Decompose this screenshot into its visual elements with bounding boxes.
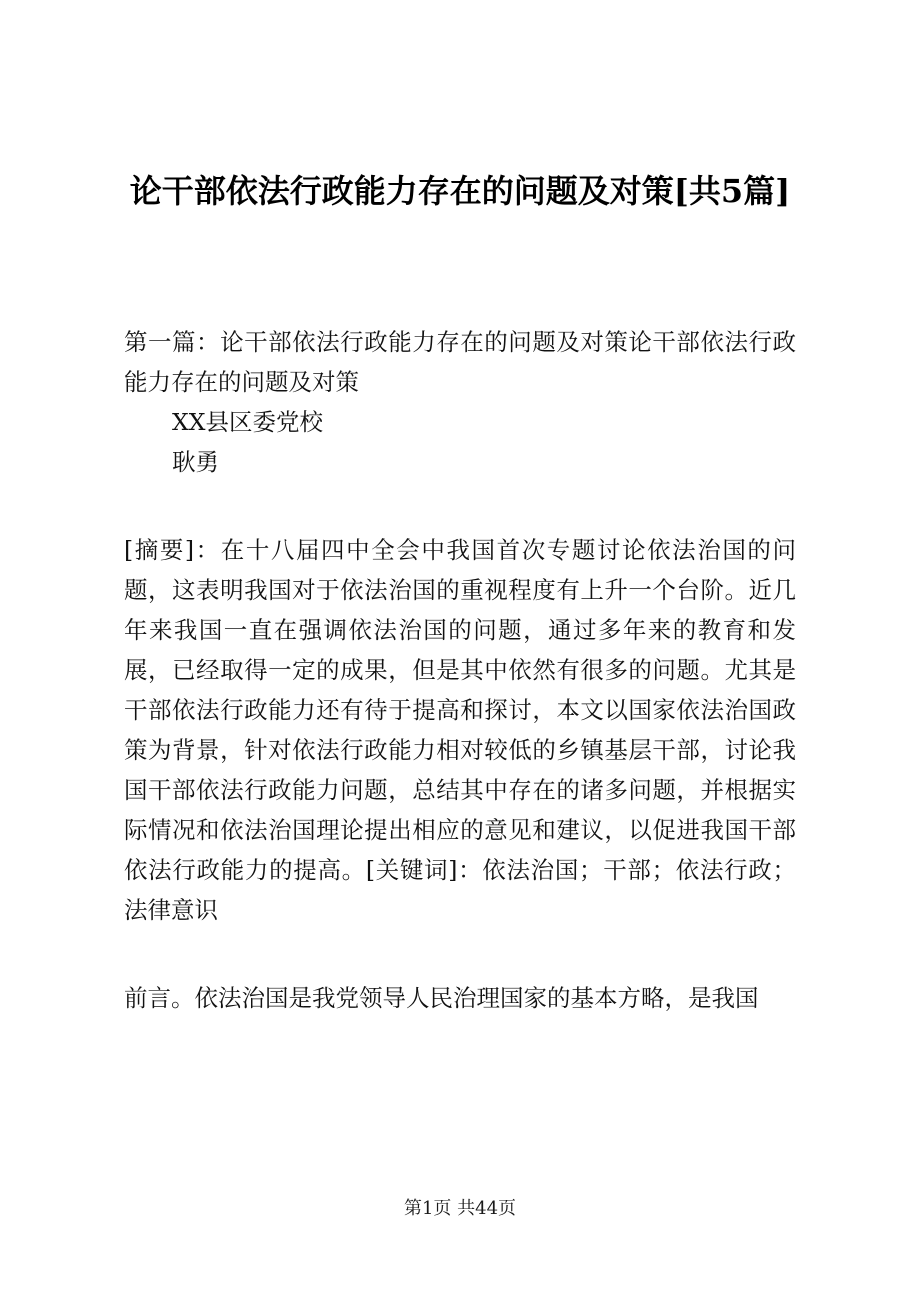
page-footer: 第1页 共44页	[403, 1198, 517, 1219]
abstract-paragraph: [摘要]：在十八届四中全会中我国首次专题讨论依法治国的问题，这表明我国对于依法治国的重视程度有上升一个台阶。近几年来我国一直在强调依法治国的问题，通过多年来的教育和发展，已经取得一定的成果，但是其中依然有很多的问题。尤其是干部依法行政能力还有待于提高和探讨，本文以国家依法治国政策为背景，针对依法行政能力相对较低的乡镇基层干部，讨论我国干部依法行政能力问题，总结其中存在的诸多问题，并根据实际情况和依法治国理论提出相应的意见和建议，以促进我国干部依法行政能力的提高。[关键词]：依法治国；干部；依法行政；法律意识	[124, 536, 796, 924]
affiliation-paragraph: XX县区委党校	[172, 408, 323, 436]
author-paragraph: 耿勇	[172, 448, 219, 476]
spacer-before-intro	[124, 930, 796, 978]
spacer-before-abstract	[124, 482, 796, 530]
page-title: 论干部依法行政能力存在的问题及对策[共5篇]	[129, 172, 791, 210]
document-body	[124, 322, 796, 1018]
intro-paragraph: 前言。依法治国是我党领导人民治理国家的基本方略，是我国	[124, 984, 759, 1012]
section-label-paragraph: 第一篇：论干部依法行政能力存在的问题及对策论干部依法行政能力存在的问题及对策	[124, 328, 796, 396]
